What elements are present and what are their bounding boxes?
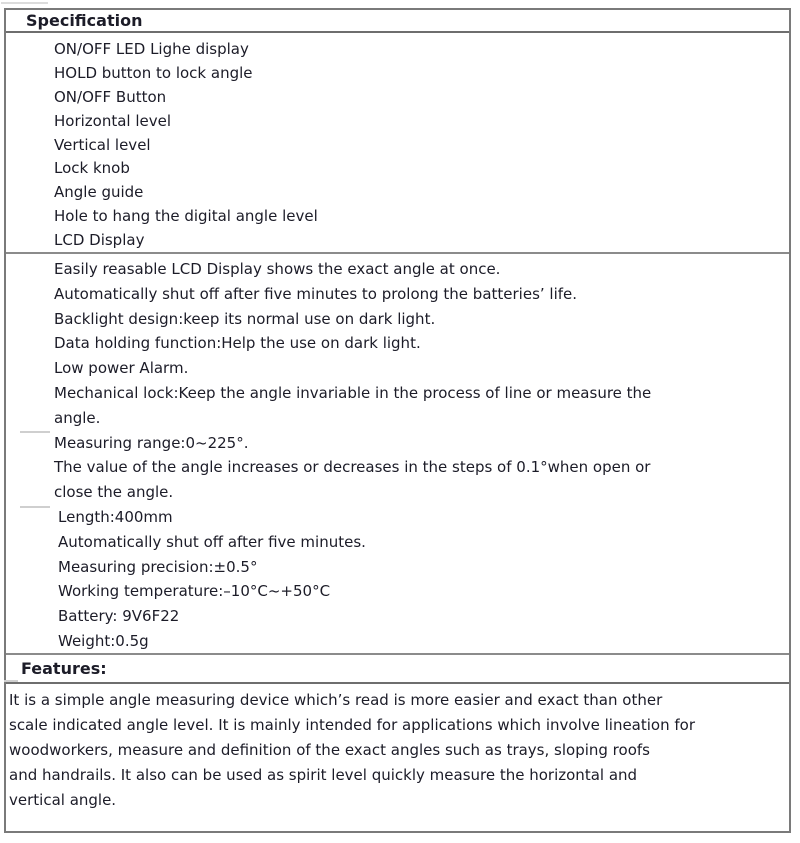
details-list-item: Low power Alarm.	[54, 359, 189, 378]
parts-list-item: HOLD button to lock angle	[54, 63, 253, 82]
parts-list-item: Angle guide	[54, 183, 144, 202]
parts-list-item: Lock knob	[54, 159, 130, 178]
parts-list-item: Vertical level	[54, 135, 151, 154]
specification-header: Specification	[6, 10, 789, 33]
parts-list-item: Horizontal level	[54, 111, 172, 130]
features-paragraph-line: It is a simple angle measuring device which’s read is more easier and exact than other	[9, 691, 663, 709]
details-list-item: close the angle.	[54, 483, 174, 502]
details-list-item: Data holding function:Help the use on dark light.	[54, 334, 421, 353]
details-list-item: Automatically shut off after five minutes to prolong the batteries’ life.	[54, 284, 578, 303]
details-list-item: Easily reasable LCD Display shows the exact angle at once.	[54, 260, 501, 278]
cell-border-artifact	[20, 506, 50, 508]
parts-list-item: Hole to hang the digital angle level	[54, 207, 318, 226]
measurements-list-item: Automatically shut off after five minutes.	[58, 532, 366, 551]
measurements-list-item: Weight:0.5g	[58, 631, 149, 650]
measurements-list-item: Working temperature:–10°C~+50°C	[58, 582, 331, 601]
details-section	[6, 254, 789, 655]
features-paragraph-line: vertical angle.	[9, 791, 117, 809]
features-header: Features:	[6, 655, 789, 684]
parts-list	[6, 33, 789, 254]
details-list-item: Backlight design:keep its normal use on dark light.	[54, 309, 436, 328]
features-paragraph-line: woodworkers, measure and definition of the exact angles such as trays, sloping roofs	[9, 741, 650, 759]
parts-list-item: ON/OFF Button	[54, 87, 167, 106]
parts-list-item: LCD Display	[54, 231, 145, 250]
features-paragraph-line: scale indicated angle level. It is mainly intended for applications which involve lineation for	[9, 716, 695, 734]
scan-artifact-mark	[1, 2, 48, 4]
measurements-list-item: Battery: 9V6F22	[58, 607, 180, 626]
measurements-list	[6, 505, 789, 654]
cell-border-artifact	[4, 680, 18, 682]
details-list	[6, 257, 789, 505]
details-list-item: The value of the angle increases or decreases in the steps of 0.1°when open or	[54, 458, 651, 477]
features-paragraph-line: and handrails. It also can be used as spirit level quickly measure the horizontal and	[9, 766, 638, 784]
parts-list-item: ON/OFF LED Lighe display	[54, 40, 249, 58]
features-paragraph	[6, 684, 789, 831]
measurements-list-item: Measuring precision:±0.5°	[58, 557, 258, 576]
measurements-list-item: Length:400mm	[58, 507, 173, 526]
specification-table	[4, 8, 791, 833]
details-list-item: Mechanical lock:Keep the angle invariable in the process of line or measure the	[54, 383, 652, 402]
details-list-item: angle.	[54, 408, 101, 427]
cell-border-artifact	[20, 431, 50, 433]
details-list-item: Measuring range:0~225°.	[54, 433, 249, 452]
